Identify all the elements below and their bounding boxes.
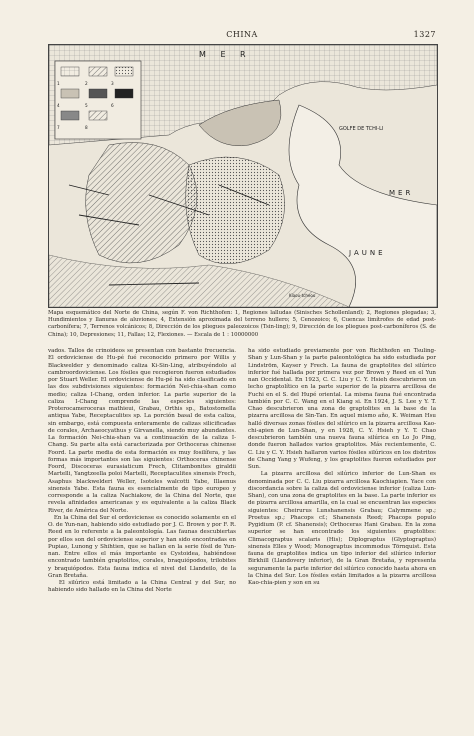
- text-column-right: ha sido estudiado previamente por von Richthofen en Tsuling-Shan y Lun-Shan y la parte paleontológica ha sido estudiada por Lindström, Kayser y Frech. La fauna de graptolites del silúrico inferior fué hallada por primera vez por Brown y Reed en el Yun nan Occidental. En 1923, C. C. Liu y C. Y. Hsieh descubrieron un lecho graptolítico en la parte superior de la pizarra arcillosa de Fuchi en el S. del Hupé oriental. La misma fauna fué encontrada también por C. C. Wang en el Kiang si. En 1924, J. S. Lee y Y. T. Chao descubrieron una zona de graptolites en la base de la pizarra arcillosa de Sin-Tan. En aquel mismo año, K. Weiman Hsu halló diversas zonas fósiles del silúrico en la pizarra arcillosa Kao-chi-apien de Lun-Shan, y en 1928, C. Y. Hsieh y Y. T. Chao descubrieron también una nueva fauna silúrica en Lo Jo Ping, donde fueron hallados varios graptolitos. Más recientemente, C. C. Liu y C. Y. Hsieh hallaron varios fósiles silúricos en los distritos de Chang Yang y Wufeng, y los graptolites fueron estudiados por Sun. La pizarra arcillosa del silúrico inferior de Lun-Shan es denominada por C. C. Liu pizarra arcillosa Kaochiapien. Yace con discordancia sobre la caliza del ordoviciense inferior (caliza Lun-Shan), con una zona de graptolites en la base. La parte inferior es de pizarra arcillosa amarilla, en la cual se encuentran las especies siguientes: Cheirurus Lunshanensis Grabau; Calymmene sp.; Proetus sp.; Phacops cf.; Shanensis Reed; Phacops populo Pygidium (P. cf. Shanensis); Orthoceras Hani Grabau. En la zona superior se han encontrado los siguientes graptolites: Climacograptus scalaris (His); Diplograptus (Glyptograptus) sinensis Elles y Wood; Monograptus incommodus Törnquist. Esta fauna de graptolites indica un tipo inferior del silúrico inferior Birkhill (Llandovery inferior), de la Gran Bretaña, y representa seguramente la parte inferior del silúrico conocido hasta ahora en la China del Sur. Los fósiles están limitados a la pizarra arcillosa Kao-chia-pien y son en su: [248, 348, 436, 586]
- map-label-sea-right: MER: [389, 189, 414, 197]
- map-label-city: Kiaou-tcheou: [289, 293, 316, 298]
- legend-number: 2: [85, 81, 88, 86]
- page-number: 1327: [413, 30, 436, 39]
- map-label-yellow-sea: JAUNE: [349, 249, 386, 257]
- running-title: CHINA: [226, 30, 258, 39]
- map-drawing: [49, 45, 437, 307]
- legend-number: 5: [85, 103, 88, 108]
- map-label-gulf: GOLFE DE TCHI-LI: [339, 126, 384, 132]
- legend-number: 3: [111, 81, 114, 86]
- map-label-sea-top: M E R: [199, 50, 252, 59]
- figure-caption: Mapa esquemático del Norte de China, según F. von Richthofen: 1, Regiones lalludas (Sinisches Schollenland); 2, Regiones plegadas; 3, Hundimientos y llanuras de aluviones; 4, Extensión aproximada del terreno hullero; 5, Cenozoico; 6, Cuencas limítrofes de edad post-carbonífera; 7, Terrenos volcánicos; 8, Dirección de los pliegues paleozoicos (Tsin-ling); 9, Dirección de los pliegues post-carboníferos (S. de China); 10, Depresiones; 11, Fallas; 12, Flexiones. — Escala de 1 : 10000000: [48, 310, 436, 338]
- legend-number: 7: [57, 125, 60, 130]
- body-text: [48, 348, 436, 728]
- geologic-map-figure: [48, 44, 438, 308]
- page-header: [48, 30, 436, 44]
- legend-number: 1: [57, 81, 60, 86]
- legend-number: 8: [85, 125, 88, 130]
- text-column-left: vados. Tallos de crinoideos se presentan con bastante frecuencia. El ordoviciense de Hu-pé fué reconocido primero por Willis y Blackwelder y denominado caliza Ki-Sin-Ling, atribuyéndolo al cambroordoviciense. Los fósiles que recogieron fueron estudiados por Stuart Weller. El ordoviciense de Hu-pé ha sido clasificado en las dos subdivisiones siguientes: formación Nei-chia-shan como medio; caliza I-Chang, orden inferior. La parte superior de la caliza I-Chang comprende las especies siguientes: Proterocameroceras mathieui, Grabau, Orthis sp., Batostomella antiqua Yabe, Receptaculites sp. La porción basal de esta caliza, sin embargo, está compuesta enteramente de calizas silicificadas de corales, Archaeocyathus y Girvanella, siendo muy abundantes. La formación Nei-chia-shan va a continuación de la caliza I-Chang. Su parte alta está caracterizada por Orthoceras chinense Foord. La parte media de esta formación es muy fosilífera, y las formas más importantes son las siguientes: Orthoceras chinense Foord, Discoceras eurasiaticum Frech, Clitambonites giraldii Martelli, Yangtzeella poloi Martelli, Receptaculites sinensis Frech, Asaphus blackwelderi Weller, Isoteles walcotti Yabe, Illaenus sinensis Yabe. Esta fauna es esencialmente de tipo europeo y corresponde a la caliza Nachiakow, de la China del Norte, que revela afinidades americanas y es equivalente a la caliza Black River, de América del Norte. En la China del Sur el ordoviciense es conocido solamente en el O. de Yun-nan, habiendo sido estudiado por J. C. Brown y por F. R. Reed en lo referente a la paleontología. Las faunas descubiertas por ellos son del ordoviciense superior y han sido encontradas en Pupiao, Lunong y Shihtien, que se hallan en la serie fósil de Yun-nan. Entre ellos el más importante es Cystoidea, habiéndose encontrado también graptolitos, corales, braquiópodos, trilobites y braquiópodos. Esta fauna indica el nivel del Llandeilo, de la Gran Bretaña. El silúrico está limitado a la China Central y del Sur, no habiendo sido hallado en la China del Norte: [48, 348, 237, 594]
- legend-number: 6: [111, 103, 114, 108]
- legend-number: 4: [57, 103, 60, 108]
